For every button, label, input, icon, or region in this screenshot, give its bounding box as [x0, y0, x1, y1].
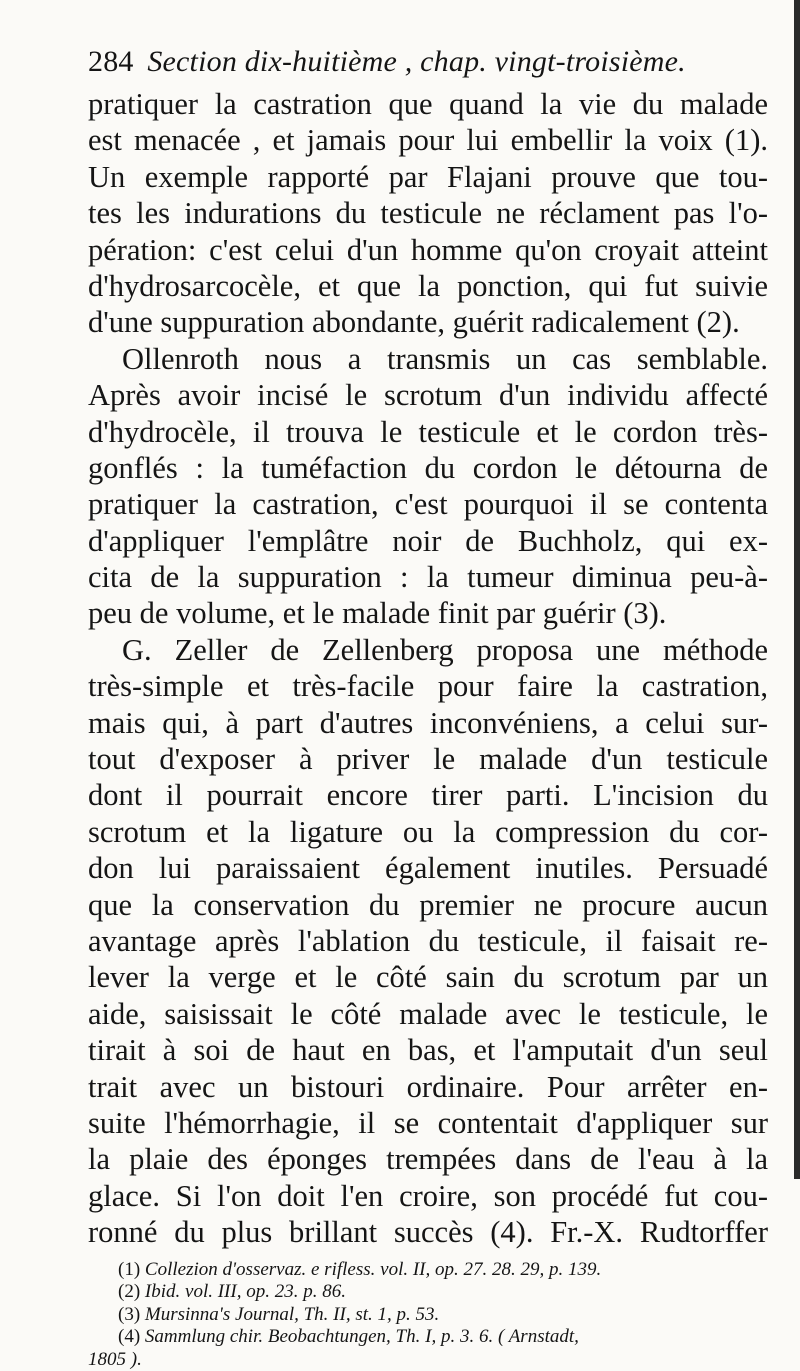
text-line: glace. Si l'on doit l'en croire, son procédé fut cou- [88, 1178, 768, 1214]
page-number: 284 [88, 45, 134, 78]
text-line: d'hydrosarcocèle, et que la ponction, qui fut suivie [88, 268, 768, 304]
footnote [118, 1326, 768, 1349]
text-line: Après avoir incisé le scrotum d'un individu affecté [88, 377, 768, 413]
text-line: mais qui, à part d'autres inconvéniens, a celui sur- [88, 705, 768, 741]
text-line: trait avec un bistouri ordinaire. Pour arrêter en- [88, 1069, 768, 1105]
body-text [88, 86, 768, 1251]
text-line: pratiquer la castration, c'est pourquoi il se contenta [88, 486, 768, 522]
text-line: peu de volume, et le malade finit par guérir (3). [88, 595, 768, 631]
text-line: que la conservation du premier ne procure aucun [88, 887, 768, 923]
text-line: suite l'hémorrhagie, il se contentait d'appliquer sur [88, 1105, 768, 1141]
text-line: cita de la suppuration : la tumeur diminua peu-à- [88, 559, 768, 595]
running-header [88, 40, 768, 84]
text-line: lever la verge et le côté sain du scrotum par un [88, 959, 768, 995]
text-line: avantage après l'ablation du testicule, il faisait re- [88, 923, 768, 959]
running-title: Section dix-huitième , chap. vingt-troisième. [147, 45, 686, 78]
footnote [118, 1259, 768, 1282]
text-line: très-simple et très-facile pour faire la castration, [88, 668, 768, 704]
text-line: tout d'exposer à priver le malade d'un testicule [88, 741, 768, 777]
footnote [88, 1349, 768, 1371]
text-line: tirait à soi de haut en bas, et l'amputait d'un seul [88, 1032, 768, 1068]
footnote [118, 1304, 768, 1327]
page-edge-shadow [794, 0, 800, 1179]
text-line: aide, saisissait le côté malade avec le testicule, le [88, 996, 768, 1032]
footnote-text: Sammlung chir. Beobachtungen, Th. I, p. 3. 6. ( Arnstadt, [145, 1326, 579, 1347]
text-line: pération: c'est celui d'un homme qu'on croyait atteint [88, 232, 768, 268]
book-page [88, 40, 768, 1371]
footnote-number: (3) [118, 1304, 140, 1325]
text-line: don lui paraissaient également inutiles. Persuadé [88, 850, 768, 886]
text-line: gonflés : la tuméfaction du cordon le détourna de [88, 450, 768, 486]
footnote-number: (4) [118, 1326, 140, 1347]
text-line: la plaie des éponges trempées dans de l'eau à la [88, 1141, 768, 1177]
footnote-text: Collezion d'osservaz. e rifless. vol. II, op. 27. 28. 29, p. 139. [145, 1259, 601, 1280]
footnote-number: (1) [118, 1259, 140, 1280]
text-line: est menacée , et jamais pour lui embellir la voix (1). [88, 122, 768, 158]
text-line: G. Zeller de Zellenberg proposa une méthode [88, 632, 768, 668]
footnote-text: Ibid. vol. III, op. 23. p. 86. [145, 1281, 346, 1302]
text-line: Un exemple rapporté par Flajani prouve que tou- [88, 159, 768, 195]
text-line: d'appliquer l'emplâtre noir de Buchholz, qui ex- [88, 523, 768, 559]
footnote-text: 1805 ). [88, 1349, 142, 1370]
text-line: scrotum et la ligature ou la compression du cor- [88, 814, 768, 850]
text-line: ronné du plus brillant succès (4). Fr.-X. Rudtorffer [88, 1214, 768, 1250]
footnotes [88, 1259, 768, 1371]
text-line: Ollenroth nous a transmis un cas semblable. [88, 341, 768, 377]
text-line: d'une suppuration abondante, guérit radicalement (2). [88, 304, 768, 340]
footnote-number: (2) [118, 1281, 140, 1302]
footnote [118, 1281, 768, 1304]
text-line: tes les indurations du testicule ne réclament pas l'o- [88, 195, 768, 231]
text-line: d'hydrocèle, il trouva le testicule et le cordon très- [88, 414, 768, 450]
text-line: dont il pourrait encore tirer parti. L'incision du [88, 777, 768, 813]
text-line: pratiquer la castration que quand la vie du malade [88, 86, 768, 122]
footnote-text: Mursinna's Journal, Th. II, st. 1, p. 53. [145, 1304, 439, 1325]
